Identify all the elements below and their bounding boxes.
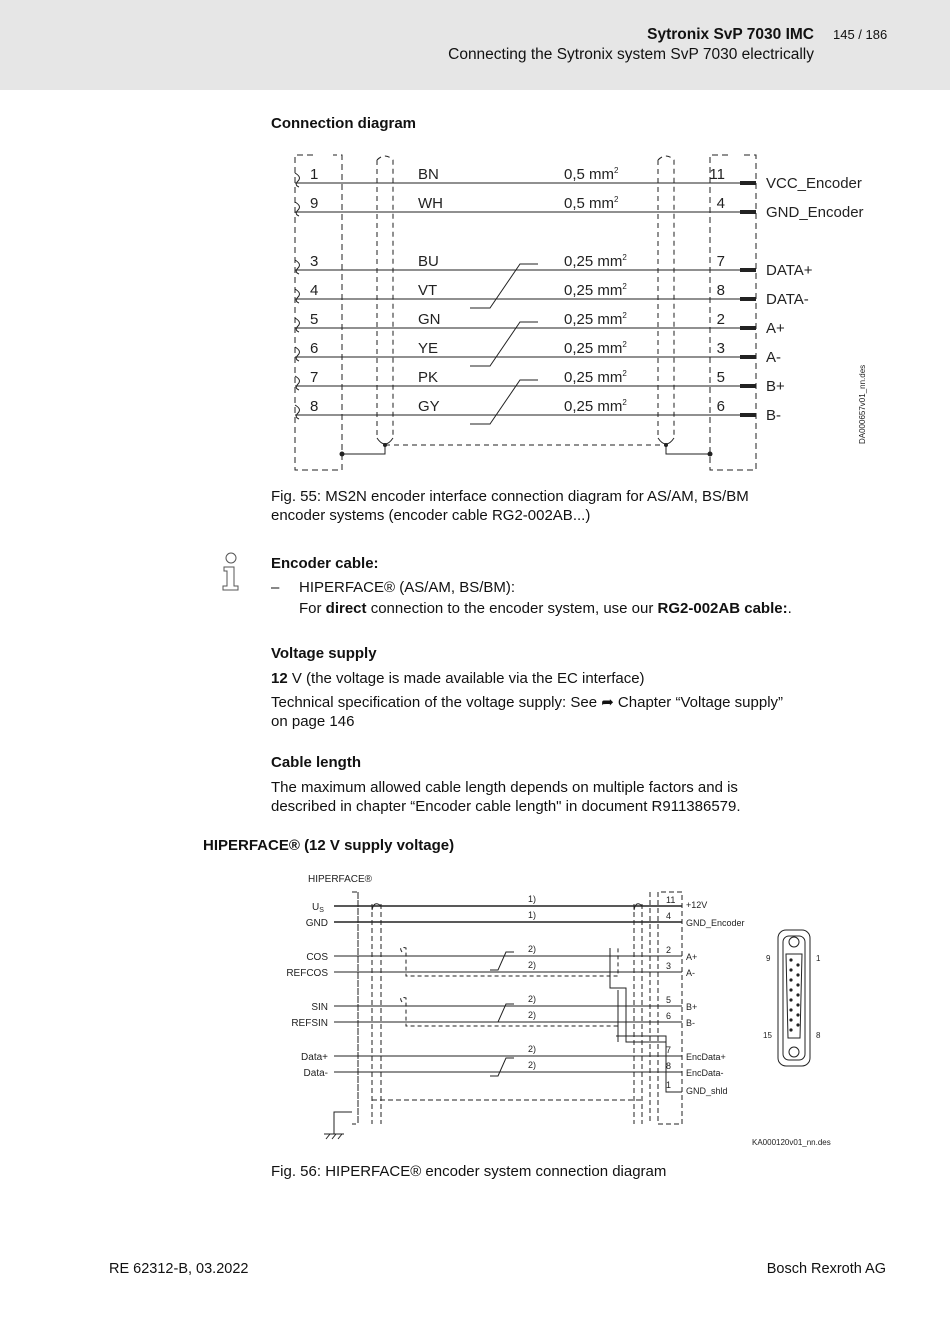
- connection-diagram-heading: Connection diagram: [271, 115, 417, 132]
- d1-cross-section: 0,25 $mm^2$: [564, 311, 627, 328]
- page-number: 145 / 186: [833, 27, 888, 42]
- d1-pin: 5: [310, 311, 319, 328]
- d2-note: 2): [528, 1044, 537, 1054]
- d2-right-label: A+: [686, 952, 698, 962]
- d1-signal: A+: [766, 320, 785, 337]
- connector-pin: [796, 1023, 799, 1026]
- d1-wire-color: BU: [418, 253, 439, 270]
- d2-terminal: 2: [666, 945, 672, 955]
- info-icon: [218, 552, 244, 592]
- connector-pin: [789, 988, 792, 991]
- ms2n-connection-diagram: [285, 148, 895, 478]
- d1-cross-section: 0,25 $mm^2$: [564, 282, 627, 299]
- d2-terminal: 5: [666, 995, 672, 1005]
- d1-terminal: 6: [716, 398, 725, 415]
- connector-pin: [796, 993, 799, 996]
- d1-terminal: 2: [716, 311, 725, 328]
- d2-note: 2): [528, 1060, 537, 1070]
- d2-note: 2): [528, 960, 537, 970]
- footer-company: Bosch Rexroth AG: [766, 1261, 886, 1277]
- d1-cross-section: 0,5 $mm^2$: [564, 195, 619, 212]
- cable-length-line2: described in chapter “Encoder cable length" in document R911386579.: [271, 798, 741, 815]
- fig56-caption: Fig. 56: HIPERFACE® encoder system connection diagram: [271, 1163, 667, 1180]
- d1-signal: DATA-: [766, 291, 809, 308]
- d1-terminal: 4: [716, 195, 725, 212]
- hiperface-section-heading: HIPERFACE® (12 V supply voltage): [203, 837, 455, 854]
- diagram-code: DA000657v01_nn.des: [858, 364, 867, 444]
- d1-terminal: 7: [716, 253, 725, 270]
- connector-pin: [796, 1003, 799, 1006]
- us-right: +12V: [686, 900, 708, 910]
- d1-signal: B+: [766, 378, 785, 395]
- d1-wire-color: GY: [418, 398, 440, 415]
- d1-signal: DATA+: [766, 262, 813, 279]
- cable-length-heading: Cable length: [271, 754, 362, 771]
- d1-pin: 4: [310, 282, 319, 299]
- cable-length-line1: The maximum allowed cable length depends on multiple factors and is: [271, 779, 738, 796]
- connector-pin: [789, 968, 792, 971]
- d1-wire-color: VT: [418, 282, 438, 299]
- diagram2-title: HIPERFACE®: [308, 874, 373, 885]
- d1-signal: VCC_Encoder: [766, 175, 862, 192]
- d2-left-label: Data+: [301, 1052, 328, 1063]
- d2-right-label: B+: [686, 1002, 698, 1012]
- d1-signal: GND_Encoder: [766, 204, 864, 221]
- us-note: 1): [528, 894, 537, 904]
- d1-pin: 1: [310, 166, 319, 183]
- product-title: Sytronix SvP 7030 IMC: [647, 26, 814, 43]
- d1-wire-color: GN: [418, 311, 441, 328]
- d1-signal: B-: [766, 407, 781, 424]
- d2-right-label: EncData-: [686, 1068, 724, 1078]
- d1-cross-section: 0,5 $mm^2$: [564, 166, 619, 183]
- d2-right-label: B-: [686, 1018, 695, 1028]
- connector-pin: [789, 1008, 792, 1011]
- d1-pin: 7: [310, 369, 319, 386]
- d1-pin: 9: [310, 195, 319, 212]
- sub-d-connector: [778, 930, 810, 1066]
- d2-note: 2): [528, 994, 537, 1004]
- chapter-subtitle: Connecting the Sytronix system SvP 7030 electrically: [448, 46, 814, 63]
- d1-pin: 3: [310, 253, 319, 270]
- d1-cross-section: 0,25 $mm^2$: [564, 340, 627, 357]
- d2-note: 2): [528, 944, 537, 954]
- d1-terminal: 5: [716, 369, 725, 386]
- us-terminal: 11: [666, 895, 676, 905]
- d2-left-label: REFSIN: [291, 1018, 328, 1029]
- diagram2-code: KA000120v01_nn.des: [752, 1138, 831, 1147]
- d1-pin: 8: [310, 398, 319, 415]
- encoder-cable-title: Encoder cable:: [271, 555, 379, 572]
- connector-pin: [789, 958, 792, 961]
- footer-doc-id: RE 62312-B, 03.2022: [109, 1261, 249, 1277]
- fig55-caption-line1: Fig. 55: MS2N encoder interface connection diagram for AS/AM, BS/BM: [271, 488, 749, 505]
- voltage-spec-line2: on page 146: [271, 713, 355, 730]
- voltage-supply-heading: Voltage supply: [271, 645, 377, 662]
- d1-cross-section: 0,25 $mm^2$: [564, 398, 627, 415]
- connector-pin: [796, 983, 799, 986]
- conn-pin-9: 9: [766, 954, 771, 963]
- d1-wire-color: YE: [418, 340, 439, 357]
- d1-terminal: 3: [716, 340, 725, 357]
- fig55-caption-line2: encoder systems (encoder cable RG2-002AB...): [271, 507, 591, 524]
- shld-right: GND_shld: [686, 1086, 728, 1096]
- connector-pin: [796, 1013, 799, 1016]
- d1-cross-section: 0,25 $mm^2$: [564, 369, 627, 386]
- d2-note: 2): [528, 1010, 537, 1020]
- connector-pin: [789, 978, 792, 981]
- d2-left-label: REFCOS: [286, 968, 328, 979]
- d1-wire-color: WH: [418, 195, 443, 212]
- shld-terminal: 1: [666, 1080, 672, 1090]
- connector-pin: [789, 1018, 792, 1021]
- conn-pin-15: 15: [763, 1031, 772, 1040]
- us-label: $U_S$: [312, 902, 324, 914]
- d1-wire-color: PK: [418, 369, 439, 386]
- d2-left-label: COS: [306, 952, 328, 963]
- voltage-value: 12 V (the voltage is made available via the EC interface): [271, 670, 645, 687]
- d2-left-label: SIN: [311, 1002, 328, 1013]
- d1-terminal: 8: [716, 282, 725, 299]
- list-dash: –: [271, 579, 280, 596]
- d1-terminal: 11: [709, 166, 725, 183]
- connector-pin: [789, 1028, 792, 1031]
- d2-left-label: GND: [305, 918, 328, 929]
- d2-left-label: Data-: [303, 1068, 328, 1079]
- d2-right-label: EncData+: [686, 1052, 726, 1062]
- d1-cross-section: 0,25 $mm^2$: [564, 253, 627, 270]
- d1-pin: 6: [310, 340, 319, 357]
- d2-right-label: GND_Encoder: [686, 918, 745, 928]
- conn-pin-8: 8: [816, 1031, 821, 1040]
- conn-pin-1: 1: [816, 954, 821, 963]
- d2-note: 1): [528, 910, 537, 920]
- d1-signal: A-: [766, 349, 781, 366]
- d1-wire-color: BN: [418, 166, 439, 183]
- d2-right-label: A-: [686, 968, 695, 978]
- hiperface-connection-diagram: [280, 866, 840, 1151]
- voltage-spec-line1: Technical specification of the voltage supply: See ➦ Chapter “Voltage supply”: [271, 694, 784, 711]
- direct-connection-note: For direct connection to the encoder system, use our RG2-002AB cable:.: [299, 600, 792, 617]
- d2-terminal: 4: [666, 911, 672, 921]
- d2-terminal: 8: [666, 1061, 672, 1071]
- hiperface-item: HIPERFACE® (AS/AM, BS/BM):: [299, 579, 516, 596]
- connector-pin: [796, 963, 799, 966]
- connector-pin: [789, 998, 792, 1001]
- d2-terminal: 7: [666, 1045, 672, 1055]
- d2-terminal: 3: [666, 961, 672, 971]
- page-header: [0, 0, 950, 90]
- connector-pin: [796, 973, 799, 976]
- d2-terminal: 6: [666, 1011, 672, 1021]
